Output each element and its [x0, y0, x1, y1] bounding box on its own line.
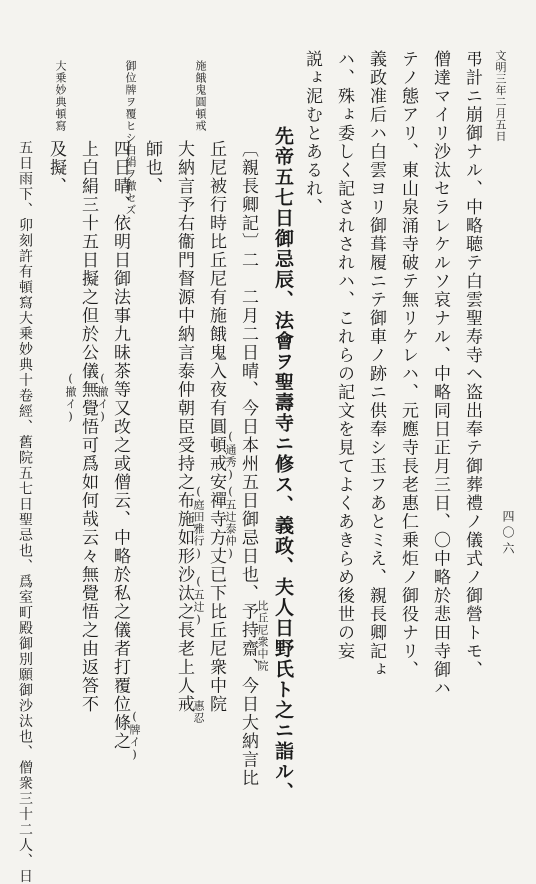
inline-gloss: (五辻) [192, 575, 205, 627]
page-number: 四〇六 [501, 510, 515, 558]
body-line: 僧達マイリ沙汰セラレケルソ哀ナル、中略同日正月三日、〇中略於悲田寺御ハ [430, 50, 450, 698]
inline-gloss: (通秀) [224, 430, 237, 482]
kanbun-line: 五日雨下、卯刻許有頓寫大乗妙典十卷經、舊院五七日聖忌也、爲室町殿御別願御沙汰也、僧衆三十二人、日 [17, 140, 33, 884]
kanbun-line: 大納言予右衞門督源中納言泰仲朝臣受持之布施如形沙汰之長老上人戒 [174, 140, 194, 714]
inline-gloss: (撤イ) [64, 372, 77, 424]
kanbun-line: 師也、 [142, 140, 162, 196]
inline-gloss: 比丘尼衆中院 [256, 600, 269, 672]
kanbun-line: 〔親長卿記〕二 二月二日晴、今日本州五日御忌日也、予持齋、今日大納言比 [238, 140, 258, 788]
body-line: ハ、殊ょ委しく記されされハ、これらの記文を見てよくあきらめ後世の妄 [334, 50, 354, 661]
running-header: 文明三年二月五日 [494, 50, 507, 142]
marginal-note: 施餓鬼圓頓戒 [194, 60, 207, 132]
inline-gloss: (牌イ) [128, 710, 141, 762]
body-line: 説ょ泥むとあるれ、 [302, 50, 322, 217]
marginal-note: 御位牌ヲ覆ヒシ白絹ヲ撤セズ [124, 60, 137, 216]
inline-gloss: 惠忍 [192, 700, 205, 724]
section-heading: 先帝五七日御忌辰、法會ヲ聖壽寺ニ修ス、義政、夫人日野氏ト之ニ詣ル、 [272, 126, 294, 803]
kanbun-line: 上白絹三十五日擬之但於公儀無覺悟可爲如何哉云々無覺悟之由返答不 [78, 140, 98, 714]
kanbun-line: 四日晴、依明日御法事九昧茶等又改之或僧云、中略於私之儀者打覆位條之 [110, 140, 130, 751]
inline-gloss: (撤イ) [96, 372, 109, 424]
body-line: 義政准后ハ白雲ヨリ御葺履ニテ御車ノ跡ニ供奉シ玉フあとミえ、親長卿記ょ [366, 50, 386, 679]
kanbun-line: 丘尼被行時比丘尼有施餓鬼入夜有圓頓戒安禪寺方丈已下比丘尼衆中院 [206, 140, 226, 714]
body-line: テノ態アリ、東山泉涌寺破テ無リケレハ、元應寺長老惠仁乗炬ノ御役ナリ、 [398, 50, 418, 679]
body-line: 弔計ニ崩御ナル、中略聴テ白雲聖寿寺ヘ盗出奉テ御葬禮ノ儀式ノ御營トモ、 [462, 50, 482, 679]
inline-gloss: (五辻泰仲) [224, 485, 237, 561]
kanbun-line: 及擬、 [46, 140, 66, 196]
marginal-note: 大乗妙典頓寫 [54, 60, 67, 132]
inline-gloss: (庭田雅行) [192, 485, 205, 561]
